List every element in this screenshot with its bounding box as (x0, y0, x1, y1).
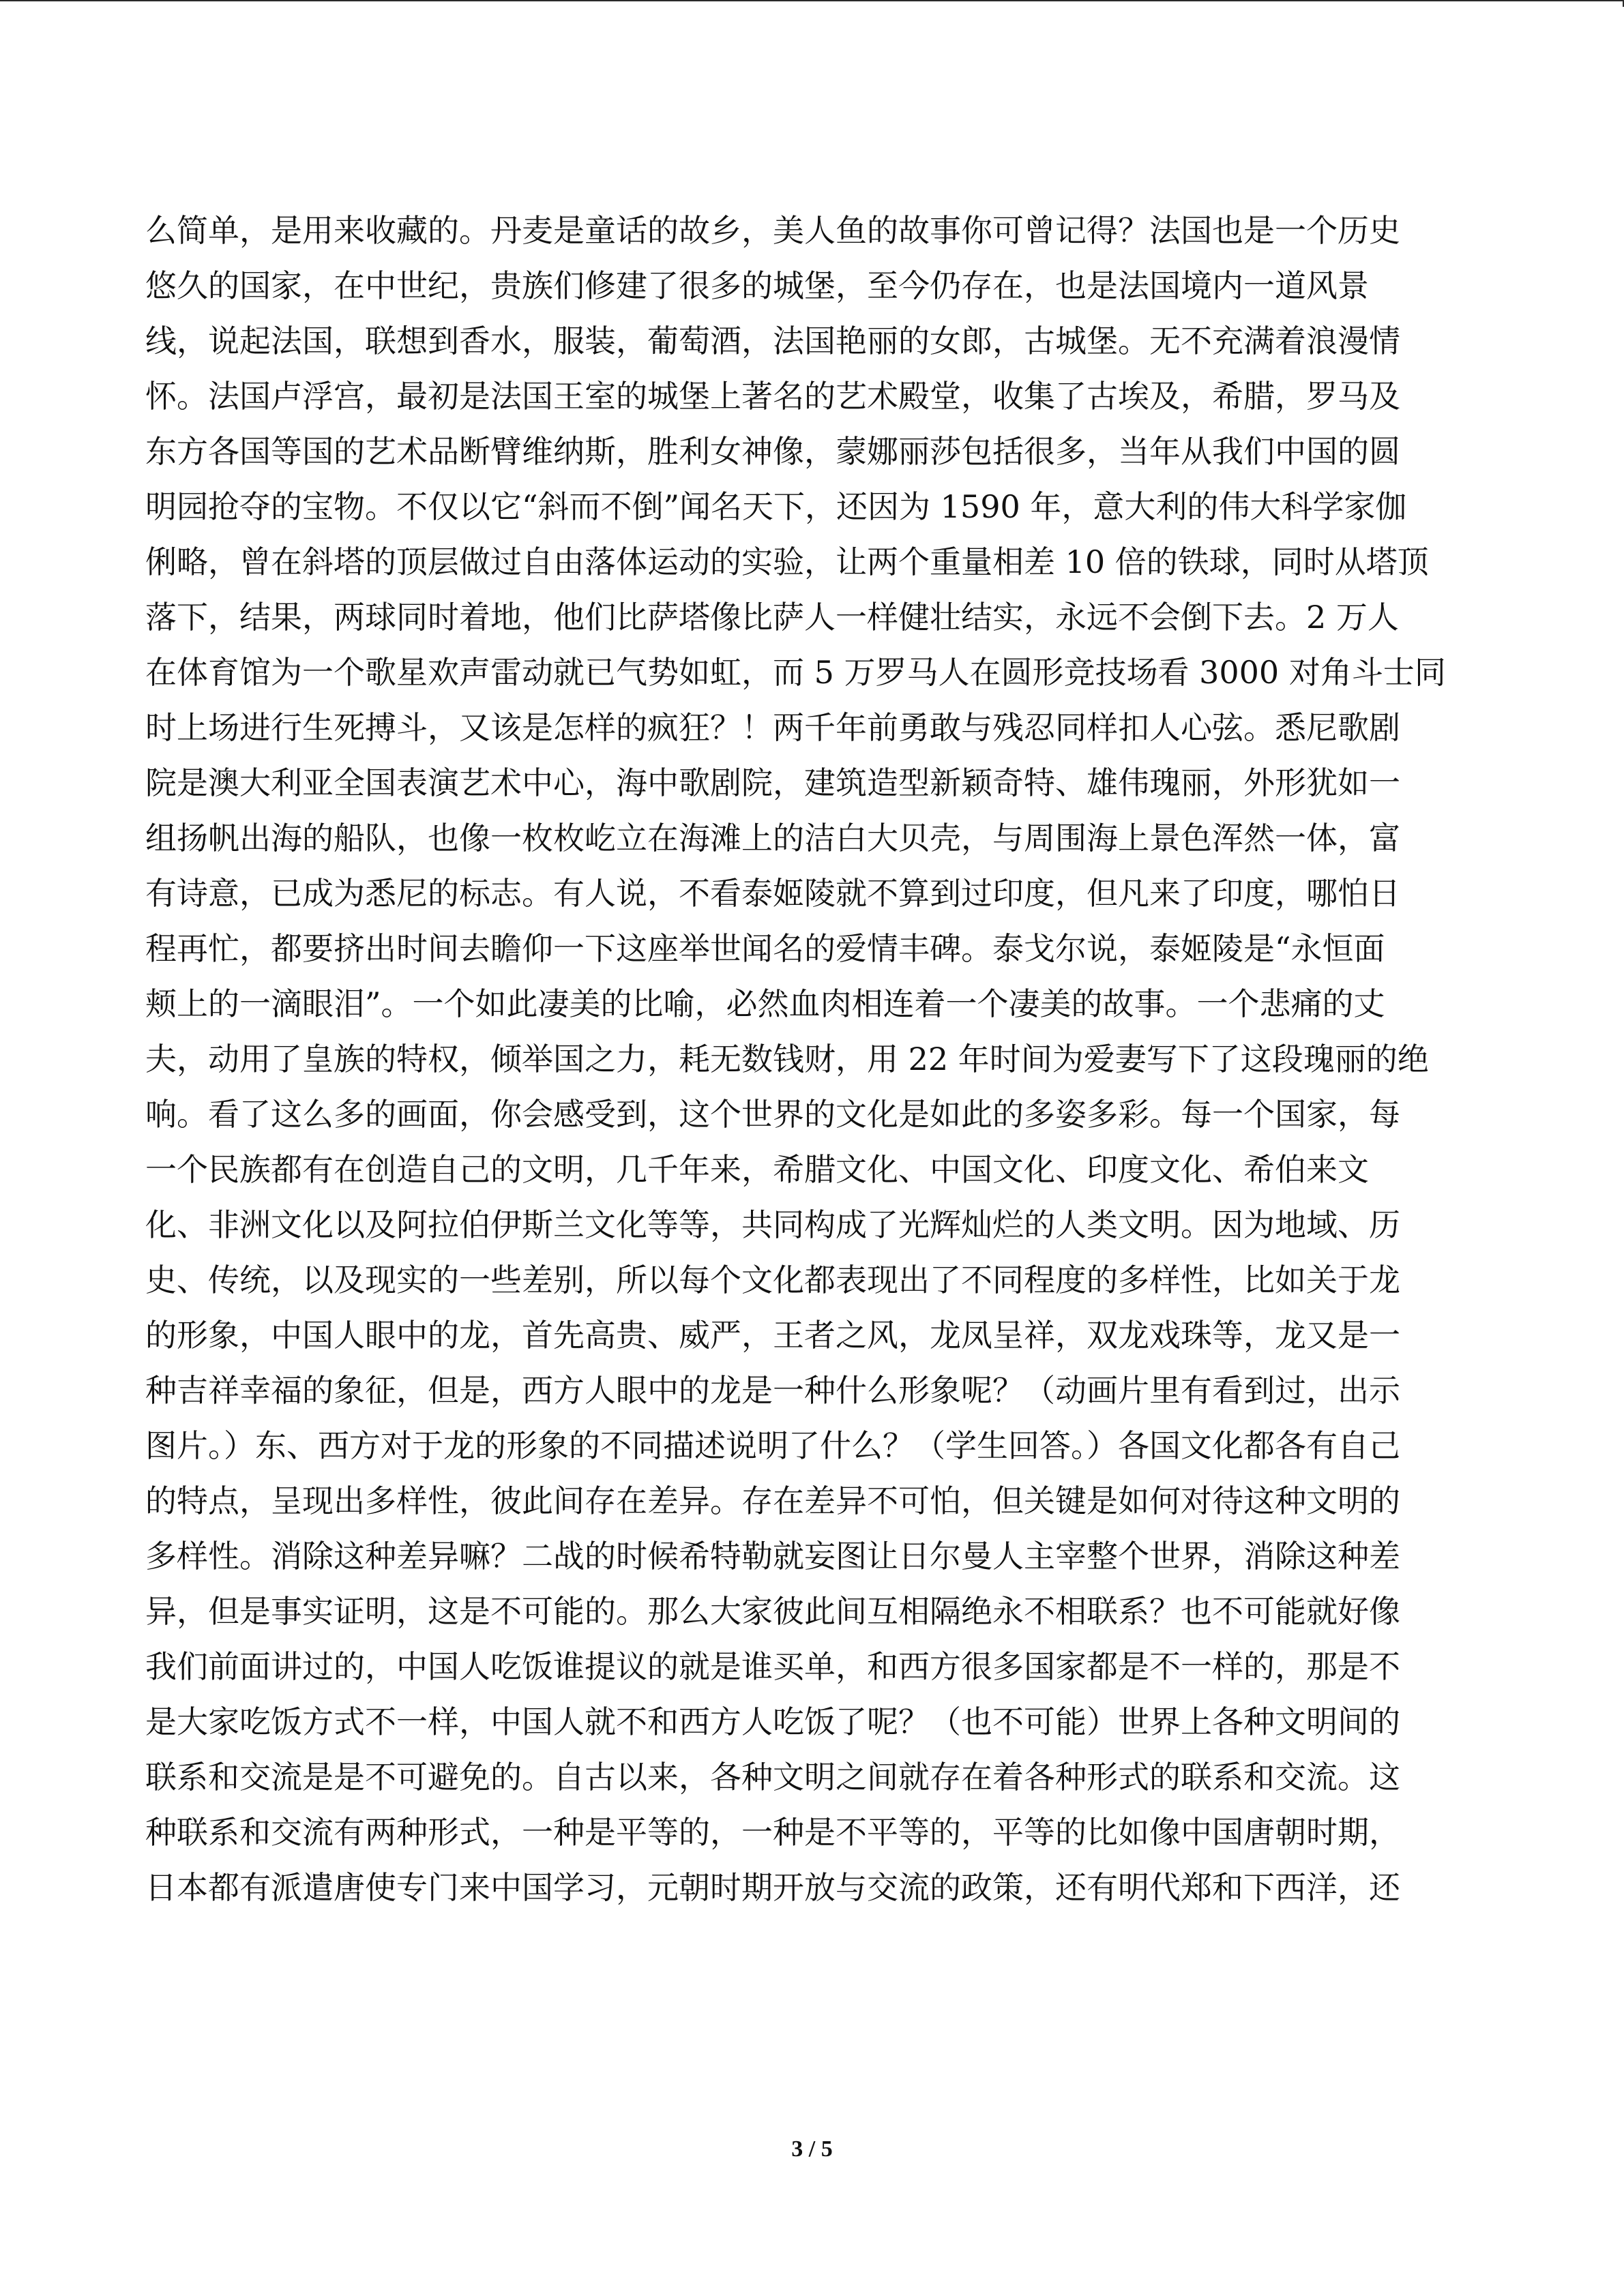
text-line: 史、传统，以及现实的一些差别，所以每个文化都表现出了不同程度的多样性，比如关于龙 (145, 1262, 1400, 1298)
text-line: 时上场进行生死搏斗，又该是怎样的疯狂？！两千年前勇敢与残忍同样扣人心弦。悉尼歌剧 (145, 709, 1400, 746)
text-line: 我们前面讲过的，中国人吃饭谁提议的就是谁买单，和西方很多国家都是不一样的，那是不 (145, 1648, 1400, 1685)
text-line: 图片。）东、西方对于龙的形象的不同描述说明了什么？（学生回答。）各国文化都各有自己 (145, 1427, 1400, 1464)
text-line: 联系和交流是是不可避免的。自古以来，各种文明之间就存在着各种形式的联系和交流。这 (145, 1759, 1400, 1795)
text-line: 异，但是事实证明，这是不可能的。那么大家彼此间互相隔绝永不相联系？也不可能就好像 (145, 1593, 1400, 1630)
text-line: 俐略，曾在斜塔的顶层做过自由落体运动的实验，让两个重量相差 10 倍的铁球，同时从塔顶 (145, 543, 1429, 580)
text-line: 有诗意，已成为悉尼的标志。有人说，不看泰姬陵就不算到过印度，但凡来了印度，哪怕日 (145, 875, 1400, 912)
text-line: 种吉祥幸福的象征，但是，西方人眼中的龙是一种什么形象呢？（动画片里有看到过，出示 (145, 1372, 1400, 1409)
text-line: 悠久的国家，在中世纪，贵族们修建了很多的城堡，至今仍存在，也是法国境内一道风景 (145, 267, 1369, 304)
text-line: 落下，结果，两球同时着地，他们比萨塔像比萨人一样健壮结实，永远不会倒下去。2 万人 (145, 599, 1399, 636)
text-line: 院是澳大利亚全国表演艺术中心，海中歌剧院，建筑造型新颖奇特、雄伟瑰丽，外形犹如一 (145, 764, 1400, 801)
text-line: 夫，动用了皇族的特权，倾举国之力，耗无数钱财，用 22 年时间为爱妻写下了这段瑰丽的绝 (145, 1041, 1429, 1077)
page-number: 3 / 5 (791, 2136, 833, 2162)
text-line: 么简单，是用来收藏的。丹麦是童话的故乡，美人鱼的故事你可曾记得？法国也是一个历史 (145, 212, 1400, 249)
text-line: 颊上的一滴眼泪”。一个如此凄美的比喻，必然血肉相连着一个凄美的故事。一个悲痛的丈 (145, 985, 1385, 1022)
text-line: 组扬帆出海的船队，也像一枚枚屹立在海滩上的洁白大贝壳，与周围海上景色浑然一体，富 (145, 820, 1400, 856)
text-line: 日本都有派遣唐使专门来中国学习，元朝时期开放与交流的政策，还有明代郑和下西洋，还 (145, 1869, 1400, 1906)
text-line: 怀。法国卢浮宫，最初是法国王室的城堡上著名的艺术殿堂，收集了古埃及，希腊，罗马及 (145, 378, 1400, 415)
text-line: 的形象，中国人眼中的龙，首先高贵、威严，王者之风，龙凤呈祥，双龙戏珠等，龙又是一 (145, 1317, 1400, 1354)
text-line: 的特点，呈现出多样性，彼此间存在差异。存在差异不可怕，但关键是如何对待这种文明的 (145, 1482, 1400, 1519)
text-line: 是大家吃饭方式不一样，中国人就不和西方人吃饭了呢？（也不可能）世界上各种文明间的 (145, 1703, 1400, 1740)
text-line: 一个民族都有在创造自己的文明，几千年来，希腊文化、中国文化、印度文化、希伯来文 (145, 1151, 1369, 1188)
text-line: 线，说起法国，联想到香水，服装，葡萄酒，法国艳丽的女郎，古城堡。无不充满着浪漫情 (145, 323, 1400, 359)
text-line: 东方各国等国的艺术品断臂维纳斯，胜利女神像，蒙娜丽莎包括很多，当年从我们中国的圆 (145, 433, 1400, 470)
body-text (145, 203, 1479, 1915)
text-line: 在体育馆为一个歌星欢声雷动就已气势如虹，而 5 万罗马人在圆形竞技场看 3000 对角斗士同 (145, 654, 1446, 691)
text-line: 程再忙，都要挤出时间去瞻仰一下这座举世闻名的爱情丰碑。泰戈尔说，泰姬陵是“永恒面 (145, 930, 1385, 967)
text-line: 化、非洲文化以及阿拉伯伊斯兰文化等等，共同构成了光辉灿烂的人类文明。因为地域、历 (145, 1206, 1400, 1243)
text-line: 种联系和交流有两种形式，一种是平等的，一种是不平等的，平等的比如像中国唐朝时期， (145, 1814, 1400, 1851)
top-border-line (0, 0, 1624, 1)
text-line: 响。看了这么多的画面，你会感受到，这个世界的文化是如此的多姿多彩。每一个国家，每 (145, 1096, 1400, 1133)
text-line: 多样性。消除这种差异嘛？二战的时候希特勒就妄图让日尔曼人主宰整个世界，消除这种差 (145, 1538, 1400, 1575)
text-line: 明园抢夺的宝物。不仅以它“斜而不倒”闻名天下，还因为 1590 年，意大利的伟大科学家伽 (145, 488, 1407, 525)
